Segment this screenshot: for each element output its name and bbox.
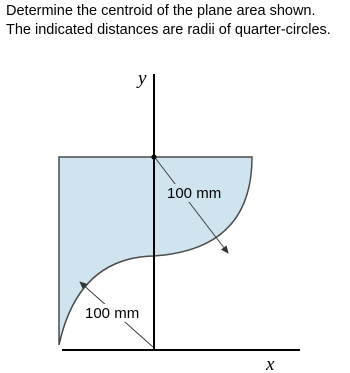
upper-radius-label: 100 mm — [167, 185, 222, 202]
lower-radius-label: 100 mm — [85, 305, 140, 322]
x-axis-label: x — [266, 354, 275, 373]
problem-line-2: The indicated distances are radii of quarter-circles. — [6, 22, 331, 38]
problem-line-1: Determine the centroid of the plane area shown. — [6, 3, 316, 19]
upper-center-dot — [151, 154, 156, 159]
y-axis-label: y — [138, 68, 147, 89]
